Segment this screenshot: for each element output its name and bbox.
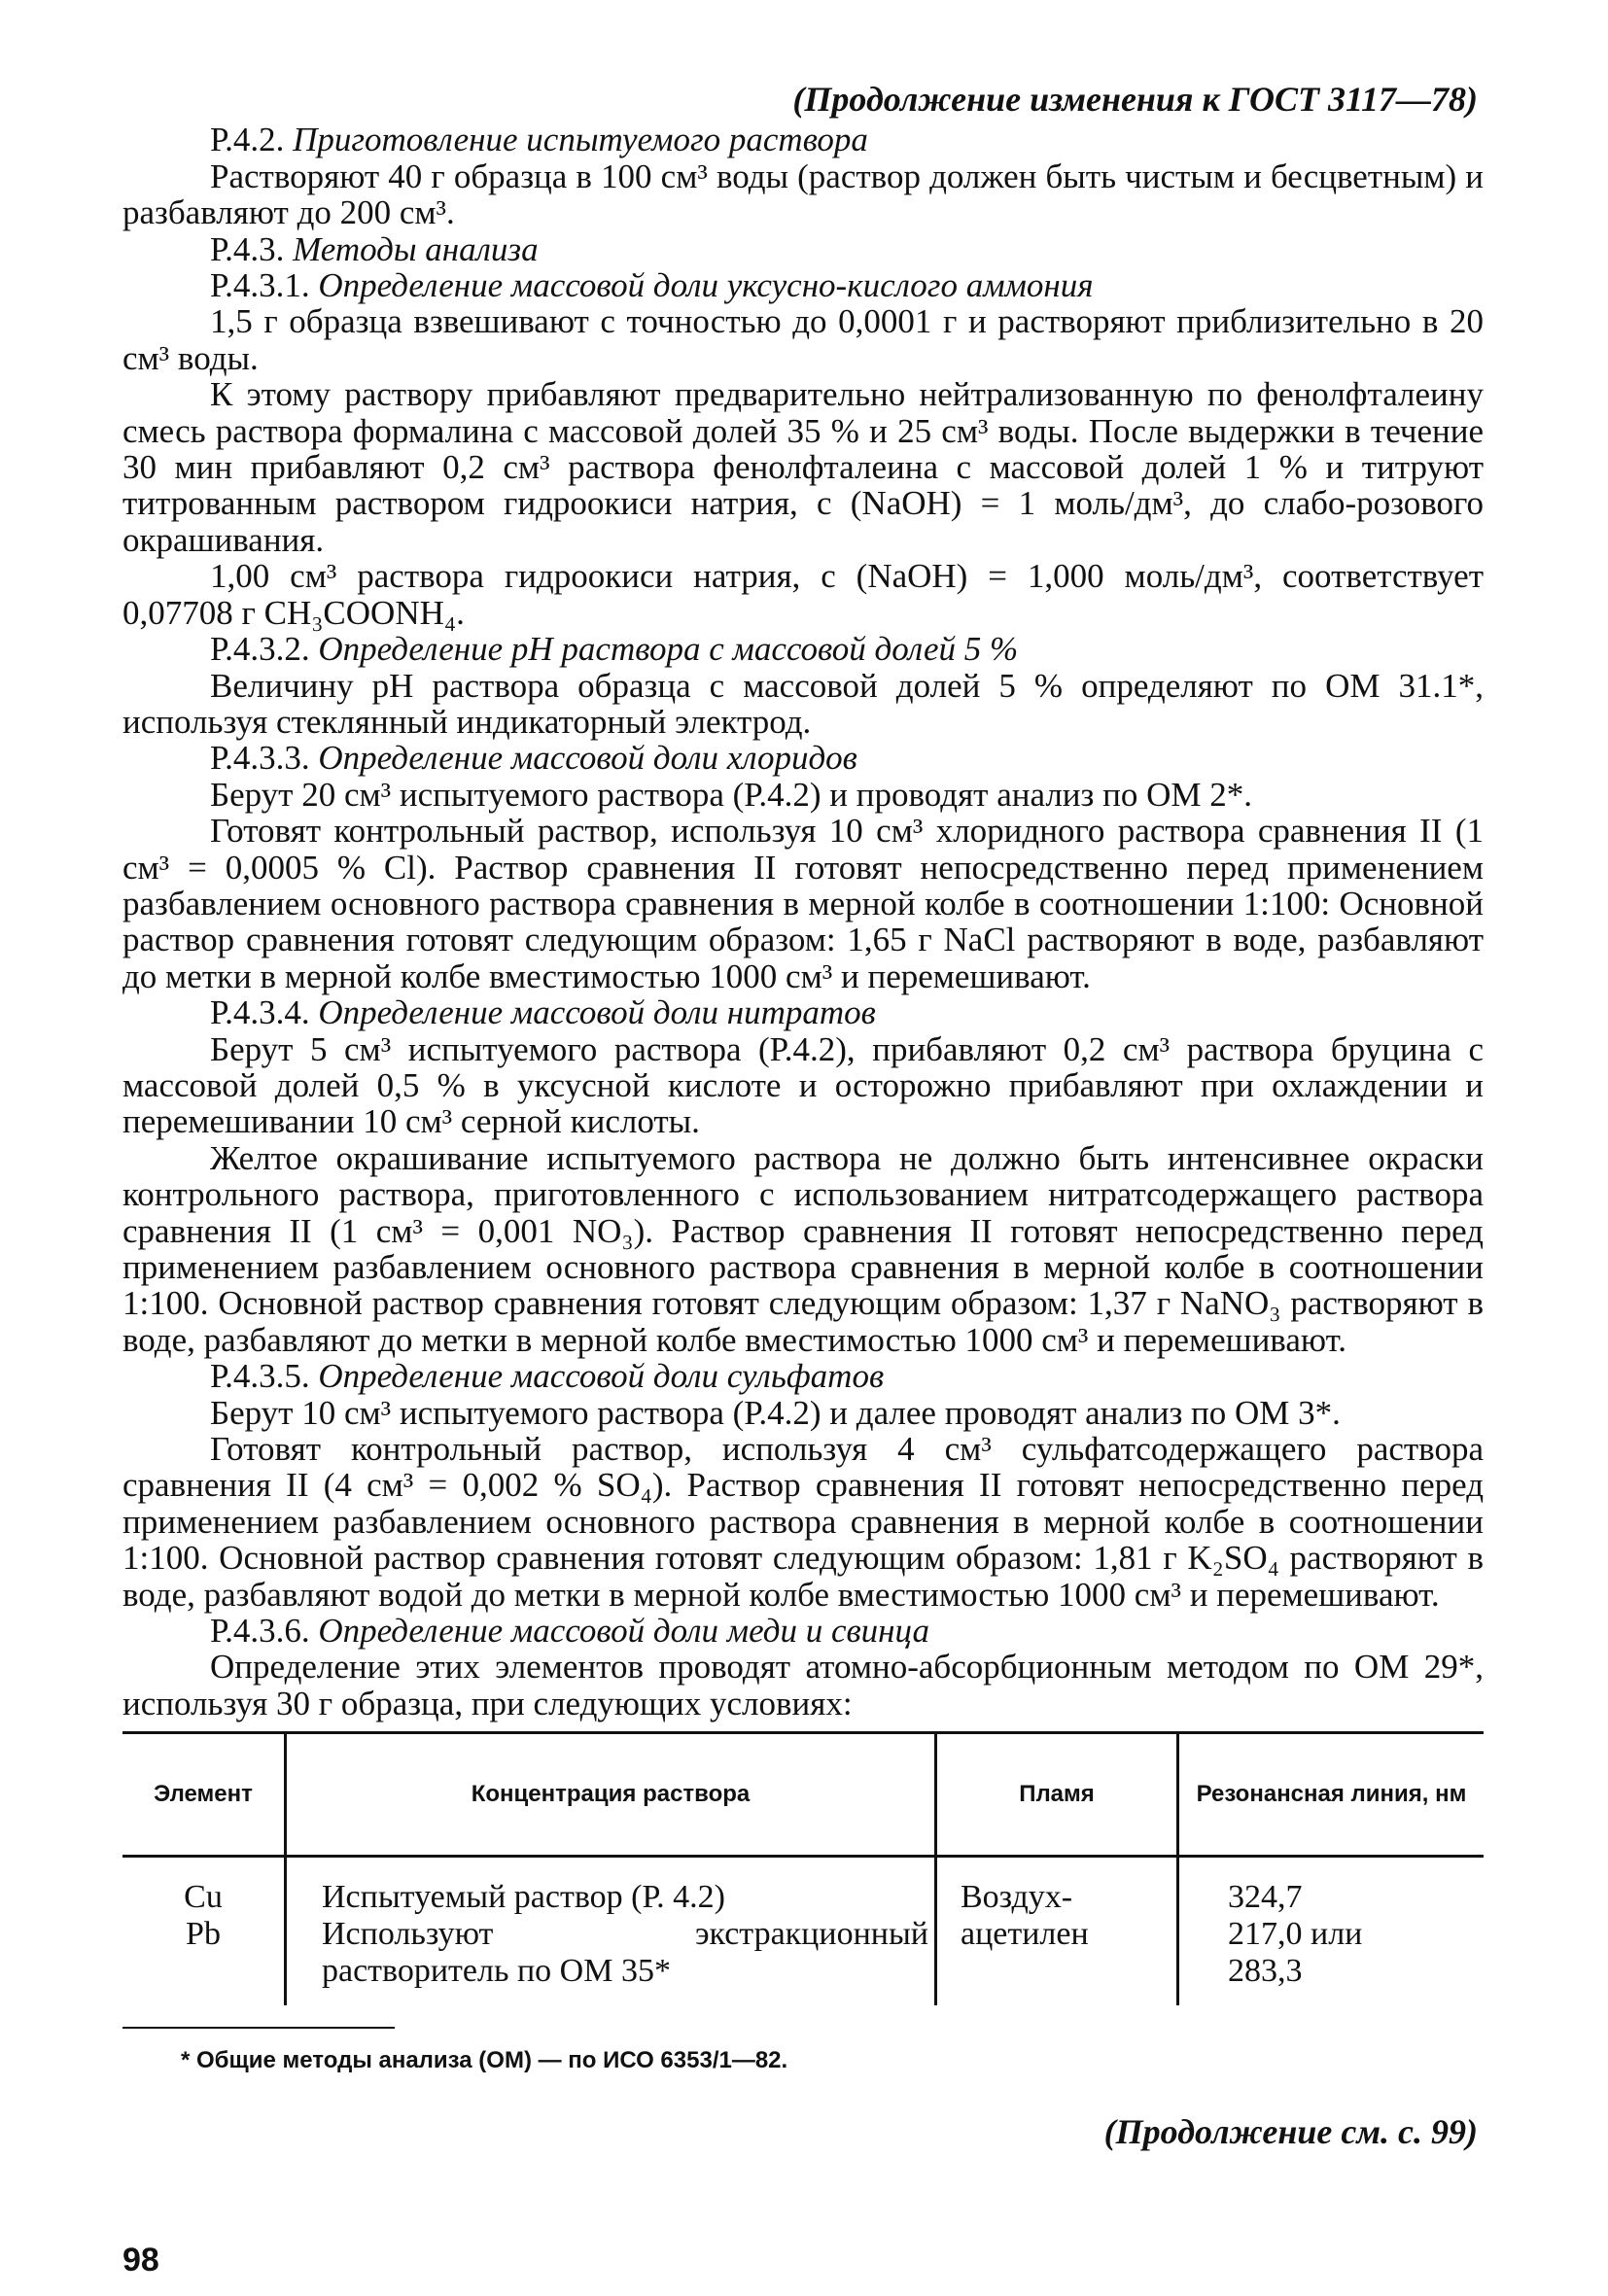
section-number: Р.4.2. [210,121,285,159]
page-number: 98 [122,2241,159,2279]
section-heading [122,267,1484,303]
th-concentration: Концентрация раствора [286,1733,936,1857]
paragraph: Берут 5 см³ испытуемого раствора (Р.4.2), прибавляют 0,2 см³ раствора бруцина с массовой долей 0,5 % в уксусной кислоте и осторожно прибавляют при охлаждении и перемешивании 10 см³ серной кислоты. [122,1029,1484,1141]
document-body [122,122,1484,1722]
paragraph: Определение этих элементов проводят атомно-абсорбционным методом по ОМ 29*, используя 30 г образца, при следующих условиях: [122,1648,1484,1722]
paragraph: Желтое окрашивание испытуемого раствора не должно быть интенсивнее окраски контрольного раствора, приготовленного с использованием нитратсодержащего раствора сравнения II (1 см³ = 0,001 NO₃). Раствор сравнения II готовят непосредственно перед применением разбавлением основного раствора сравнения в мерной колбе в соотношении 1:100. Основной раствор сравнения готовят следующим образом: 1,37 г NaNO₃ растворяют в воде, разбавляют до метки в мерной колбе вместимостью 1000 см³ и перемешивают. [122,1138,1484,1359]
section-number: Р.4.3.1. [210,266,310,305]
section-heading [122,994,1484,1030]
section-heading [122,231,1484,267]
table-row [122,1857,1484,2006]
th-resonance-line: Резонансная линия, нм [1178,1733,1485,1857]
conditions-table [122,1731,1484,2005]
cell-lines: 324,7 217,0 или 283,3 [1178,1857,1485,2006]
section-title: Определение массовой доли меди и свинца [318,1612,929,1651]
section-title: Определение массовой доли нитратов [318,993,876,1032]
page-header: (Продолжение изменения к ГОСТ 3117—78) [792,80,1478,119]
paragraph: Величину pH раствора образца с массовой долей 5 % определяют по ОМ 31.1*, используя стеклянный индикаторный электрод. [122,666,1484,741]
cell-concentration: Испытуемый раствор (Р. 4.2) Используют экстракционный растворитель по ОМ 35* [286,1857,936,2006]
section-number: Р.4.3.4. [210,993,310,1032]
footnote-divider [122,2027,395,2029]
paragraph: Растворяют 40 г образца в 100 см³ воды (раствор должен быть чистым и бесцветным) и разбавляют до 200 см³. [122,157,1484,232]
paragraph: Готовят контрольный раствор, используя 4 см³ сульфатсодержащего раствора сравнения II (4 см³ = 0,002 % SO₄). Раствор сравнения II готовят непосредственно перед применением разбавлением основного раствора сравнения в мерной колбе в соотношении 1:100. Основной раствор сравнения готовят следующим образом: 1,81 г K₂SO₄ растворяют в воде, разбавляют водой до метки в мерной колбе вместимостью 1000 см³ и перемешивают. [122,1430,1484,1614]
section-number: Р.4.3. [210,229,285,268]
section-title: Определение массовой доли хлоридов [318,739,857,778]
paragraph: 1,5 г образца взвешивают с точностью до 0,0001 г и растворяют приблизительно в 20 см³ воды. [122,302,1484,377]
section-heading [122,1613,1484,1649]
section-title: Определение массовой доли уксусно-кислого аммония [318,266,1094,305]
paragraph: Готовят контрольный раствор, используя 10 см³ хлоридного раствора сравнения II (1 см³ = 0,0005 % Cl). Раствор сравнения II готовят непосредственно перед применением разбавлением основного раствора сравнения в мерной колбе в соотношении 1:100: Основной раствор сравнения готовят следующим образом: 1,65 г NaCl растворяют в воде, разбавляют до метки в мерной колбе вместимостью 1000 см³ и перемешивают. [122,812,1484,995]
continuation-note: (Продолжение см. с. 99) [1103,2111,1478,2151]
table-header-row [122,1733,1484,1857]
section-title: Приготовление испытуемого раствора [293,121,868,159]
section-title: Определение массовой доли сульфатов [318,1357,885,1396]
section-title: Методы анализа [293,229,539,268]
document-page [122,82,1484,2279]
section-heading [122,1358,1484,1394]
th-element: Элемент [122,1733,286,1857]
section-number: Р.4.3.6. [210,1612,310,1651]
footnote: * Общие методы анализа (ОМ) — по ИСО 6353/1—82. [181,2047,788,2074]
section-heading [122,631,1484,667]
section-number: Р.4.3.3. [210,739,310,778]
section-heading [122,740,1484,776]
section-number: Р.4.3.5. [210,1357,310,1396]
paragraph: 1,00 см³ раствора гидроокиси натрия, c (NaOH) = 1,000 моль/дм³, соответствует 0,07708 г CH₃COONH₄. [122,557,1484,632]
cell-flame: Воздух- ацетилен [936,1857,1178,2006]
paragraph: К этому раствору прибавляют предварительно нейтрализованную по фенолфталеину смесь раствора формалина с массовой долей 35 % и 25 см³ воды. После выдержки в течение 30 мин прибавляют 0,2 см³ раствора фенолфталеина с массовой долей 1 % и титруют титрованным раствором гидроокиси натрия, c (NaOH) = 1 моль/дм³, до слабо-розового окрашивания. [122,375,1484,559]
th-flame: Пламя [936,1733,1178,1857]
section-number: Р.4.3.2. [210,630,310,669]
paragraph: Берут 10 см³ испытуемого раствора (Р.4.2) и далее проводят анализ по ОМ 3*. [210,1393,1341,1432]
paragraph: Берут 20 см³ испытуемого раствора (Р.4.2) и проводят анализ по ОМ 2*. [210,775,1252,814]
section-heading [122,122,1484,157]
cell-element: Cu Pb [184,1879,223,1953]
section-title: Определение pH раствора с массовой долей 5 % [318,630,1019,669]
